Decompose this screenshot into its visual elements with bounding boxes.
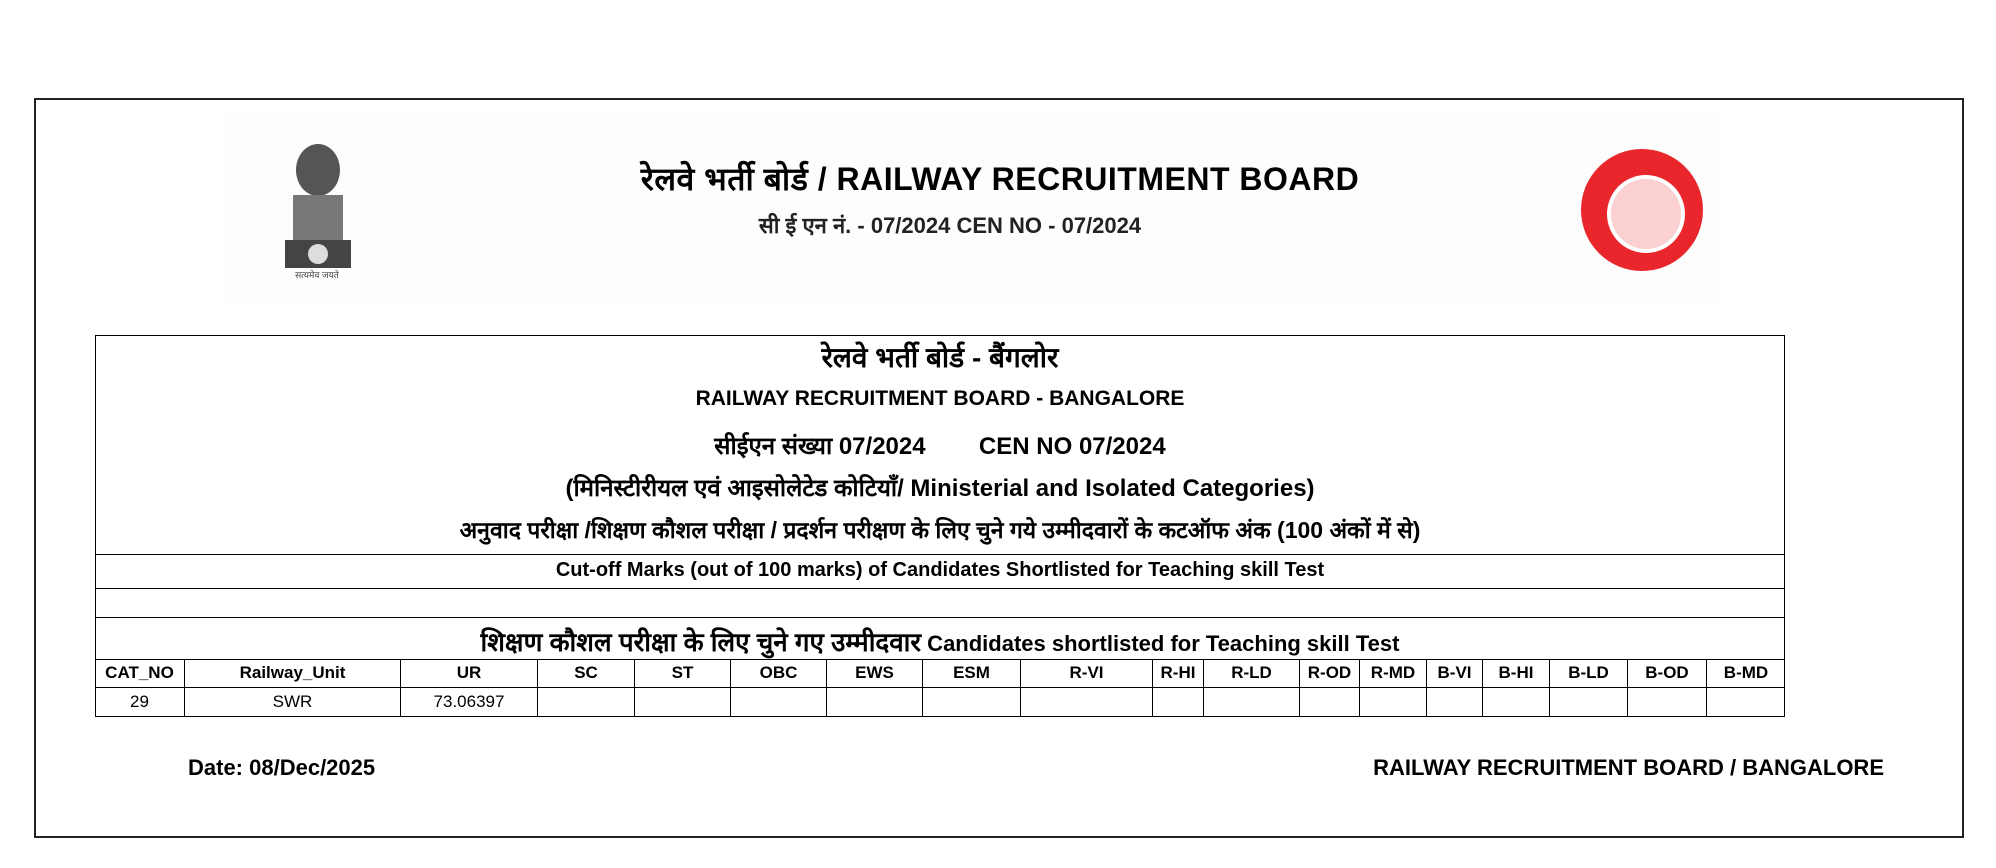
table-cell bbox=[1427, 687, 1483, 717]
divider bbox=[95, 588, 1785, 589]
table-cell bbox=[1707, 687, 1785, 717]
cutoff-english: Cut-off Marks (out of 100 marks) of Candidates Shortlisted for Teaching skill Test bbox=[555, 559, 1325, 581]
shortlisted-title bbox=[95, 623, 1785, 659]
column-header: EWS bbox=[827, 659, 923, 687]
letterhead-title: रेलवे भर्ती बोर्ड / RAILWAY RECRUITMENT BOARD bbox=[640, 161, 1360, 197]
board-english: RAILWAY RECRUITMENT BOARD - BANGALORE bbox=[695, 387, 1185, 410]
column-header: B-HI bbox=[1483, 659, 1550, 687]
emblem-caption: सत्यमेव जयते bbox=[295, 270, 339, 280]
table-cell bbox=[1628, 687, 1707, 717]
table-cell bbox=[635, 687, 731, 717]
signature: RAILWAY RECRUITMENT BOARD / BANGALORE bbox=[1373, 755, 1884, 780]
table-cell: SWR bbox=[185, 687, 401, 717]
table-cell bbox=[1153, 687, 1204, 717]
column-header: B-LD bbox=[1550, 659, 1628, 687]
shortlisted-english: Candidates shortlisted for Teaching skill Test bbox=[921, 631, 1400, 656]
column-header: Railway_Unit bbox=[185, 659, 401, 687]
table-cell: 73.06397 bbox=[401, 687, 538, 717]
column-header: CAT_NO bbox=[95, 659, 185, 687]
table-cell bbox=[1483, 687, 1550, 717]
indian-railways-logo-icon bbox=[1581, 149, 1703, 271]
national-emblem-icon bbox=[271, 140, 365, 285]
table-cell bbox=[1300, 687, 1360, 717]
table-cell bbox=[538, 687, 635, 717]
cutoff-hindi: अनुवाद परीक्षा /शिक्षण कौशल परीक्षा / प्रदर्शन परीक्षण के लिए चुने गये उम्मीदवारों के कटऑफ अंक (100 अंकों में से) bbox=[459, 517, 1421, 543]
column-header: ST bbox=[635, 659, 731, 687]
divider bbox=[95, 554, 1785, 555]
column-header: R-HI bbox=[1153, 659, 1204, 687]
table-cell: 29 bbox=[95, 687, 185, 717]
table-cell bbox=[923, 687, 1021, 717]
letterhead-cen: सी ई एन नं. - 07/2024 CEN NO - 07/2024 bbox=[758, 213, 1142, 238]
date: Date: 08/Dec/2025 bbox=[188, 755, 376, 780]
column-header: UR bbox=[401, 659, 538, 687]
table-cell bbox=[1204, 687, 1300, 717]
column-header: OBC bbox=[731, 659, 827, 687]
table-cell bbox=[827, 687, 923, 717]
table-cell bbox=[1360, 687, 1427, 717]
board-hindi: रेलवे भर्ती बोर्ड - बैंगलोर bbox=[821, 342, 1059, 373]
column-header: SC bbox=[538, 659, 635, 687]
column-header: ESM bbox=[923, 659, 1021, 687]
table-cell bbox=[731, 687, 827, 717]
table-cell bbox=[1550, 687, 1628, 717]
table-cell bbox=[1021, 687, 1153, 717]
column-header: R-MD bbox=[1360, 659, 1427, 687]
column-header: B-MD bbox=[1723, 663, 1769, 682]
column-header: R-LD bbox=[1204, 659, 1300, 687]
shortlisted-hindi: शिक्षण कौशल परीक्षा के लिए चुने गए उम्मीदवार bbox=[480, 627, 922, 657]
letterhead bbox=[223, 112, 1719, 306]
categories-line: (मिनिस्टीरीयल एवं आइसोलेटेड कोटियाँ/ Ministerial and Isolated Categories) bbox=[565, 475, 1315, 502]
column-header: B-OD bbox=[1628, 659, 1707, 687]
cen-line: सीईएन संख्या 07/2024 CEN NO 07/2024 bbox=[714, 433, 1166, 460]
divider bbox=[95, 617, 1785, 618]
column-header: R-VI bbox=[1021, 659, 1153, 687]
column-header: B-VI bbox=[1427, 659, 1483, 687]
column-header: R-OD bbox=[1300, 659, 1360, 687]
